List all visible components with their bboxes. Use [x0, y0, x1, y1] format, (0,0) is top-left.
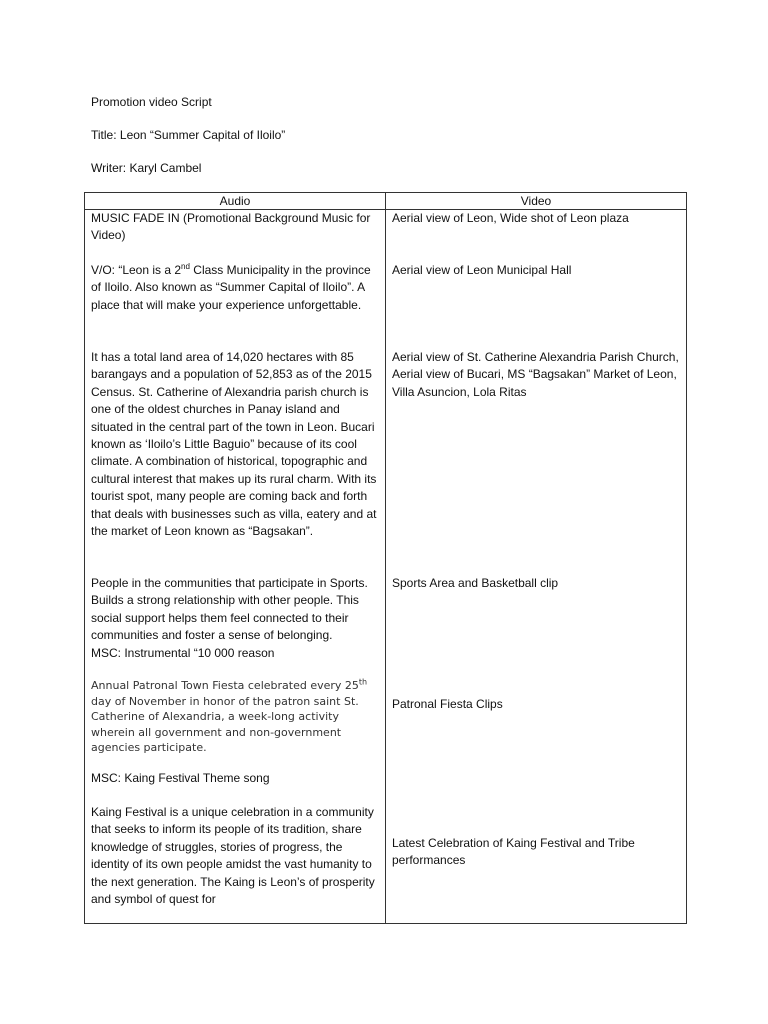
audio-fiesta-paragraph [91, 678, 379, 756]
audio-music-cue-kaing: MSC: Kaing Festival Theme song [91, 771, 270, 785]
audio-voiceover-intro-pre: V/O: “Leon is a 2 [91, 263, 182, 277]
video-shot-kaing-festival: Latest Celebration of Kaing Festival and Tribe performances [392, 836, 635, 868]
script-table [84, 192, 687, 924]
audio-music-fade-in: MUSIC FADE IN (Promotional Background Music for Video) [91, 211, 371, 243]
video-shot-sports: Sports Area and Basketball clip [392, 576, 559, 590]
document-title: Title: Leon “Summer Capital of Iloilo” [91, 128, 286, 142]
audio-voiceover-intro [91, 262, 379, 314]
audio-music-cue-instrumental: MSC: Instrumental “10 000 reason [91, 646, 275, 660]
audio-voiceover-intro-post: Class Municipality in the province of Iloilo. Also known as “Summer Capital of Iloilo”. A place that will make your experience unforgettable. [91, 263, 371, 312]
audio-fiesta-post: day of November in honor of the patron saint St. Catherine of Alexandria, a week-long activity wherein all government and non-government agencies participate. [91, 694, 359, 754]
video-shot-fiesta: Patronal Fiesta Clips [392, 697, 503, 711]
document-writer: Writer: Karyl Cambel [91, 161, 202, 175]
video-shot-church-bucari: Aerial view of St. Catherine Alexandria Parish Church, Aerial view of Bucari, MS “Bagsakan” Market of Leon, Villa Asuncion, Lola Ritas [392, 350, 679, 399]
audio-fiesta-pre: Annual Patronal Town Fiesta celebrated every 25 [91, 679, 359, 692]
video-shot-leon-plaza: Aerial view of Leon, Wide shot of Leon plaza [392, 211, 629, 225]
video-shot-municipal-hall: Aerial view of Leon Municipal Hall [392, 263, 572, 277]
audio-cell [85, 210, 386, 924]
audio-land-area-paragraph: It has a total land area of 14,020 hectares with 85 barangays and a population of 52,853 as of the 2015 Census. St. Catherine of Alexandria parish church is one of the oldest churches in Panay island and situated in the central part of the town in Leon. Bucari known as ‘Iloilo’s Little Baguio” because of its cool climate. A combination of historical, topographic and cultural interest that makes up its rural charm. With its tourist spot, many people are coming back and forth that deals with businesses such as villa, eatery and at the market of Leon known as “Bagsakan”. [91, 350, 377, 539]
audio-kaing-paragraph: Kaing Festival is a unique celebration in a community that seeks to inform its people of its tradition, share knowledge of struggles, stories of progress, the identity of its own people amidst the vast humanity to the next generation. The Kaing is Leon’s of prosperity and symbol of quest for [91, 805, 375, 907]
audio-voiceover-intro-sup: nd [181, 262, 190, 271]
audio-fiesta-sup: th [358, 677, 368, 687]
video-column-header: Video [386, 193, 687, 210]
audio-column-header: Audio [85, 193, 386, 210]
table-header-row [85, 193, 687, 210]
video-cell [386, 210, 687, 924]
audio-sports-paragraph: People in the communities that participate in Sports. Builds a strong relationship with other people. This social support helps them feel connected to their communities and foster a sense of belonging. [91, 576, 368, 643]
table-row [85, 210, 687, 924]
document-type: Promotion video Script [91, 95, 212, 109]
